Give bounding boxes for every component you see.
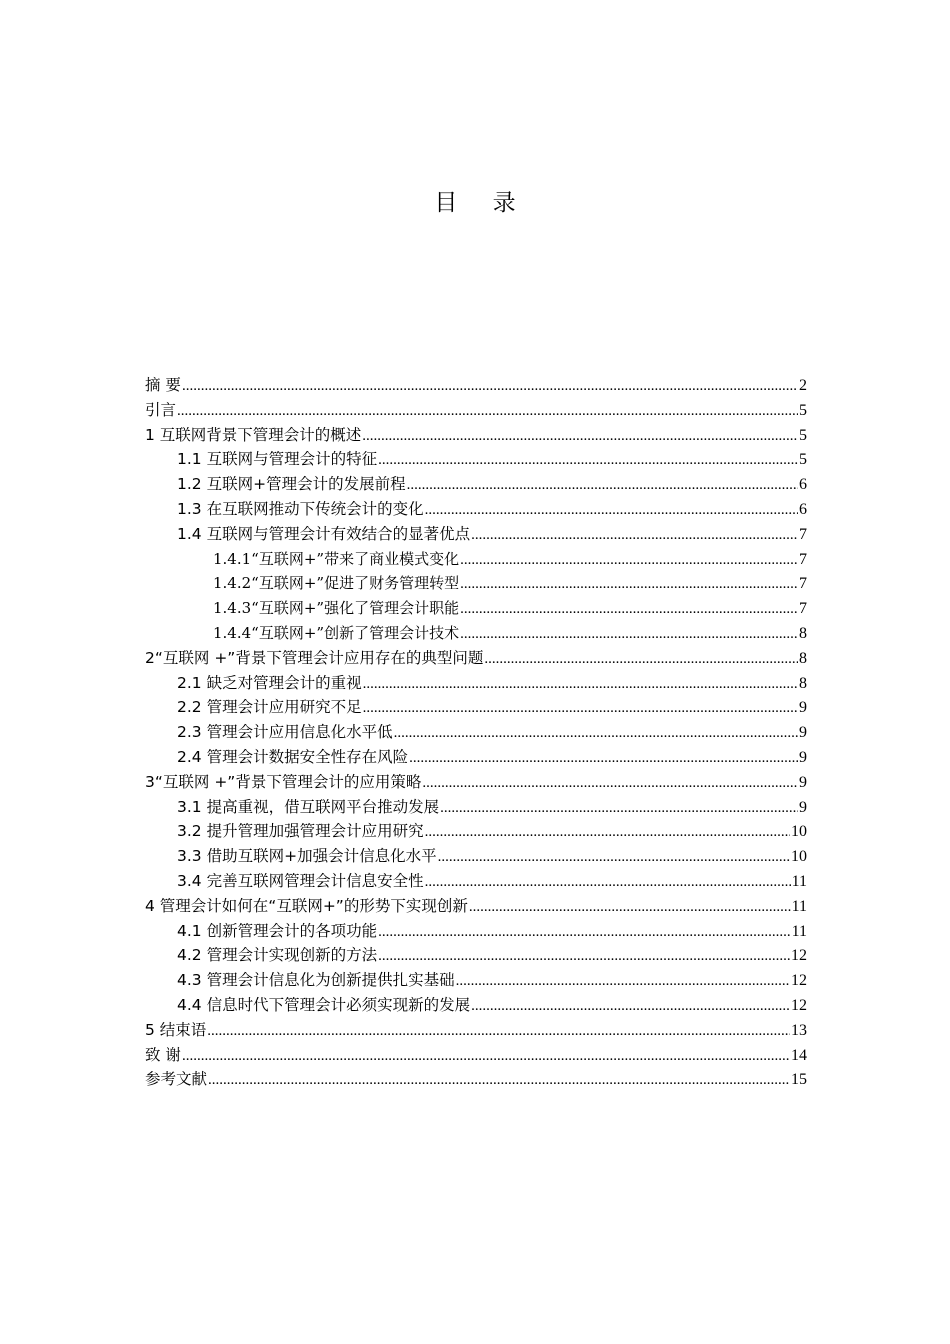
toc-entry-label: 3.3 借助互联网+加强会计信息化水平 <box>177 847 437 866</box>
toc-dot-leader <box>207 1018 790 1044</box>
toc-dot-leader <box>460 571 798 597</box>
toc-dot-leader <box>425 819 790 845</box>
toc-dot-leader <box>182 373 798 399</box>
toc-entry-label: 4.4 信息时代下管理会计必须实现新的发展 <box>177 995 471 1014</box>
toc-entry[interactable] <box>145 869 807 894</box>
toc-dot-leader <box>363 695 798 721</box>
toc-page-number: 11 <box>791 897 807 915</box>
toc-entry[interactable] <box>145 472 807 497</box>
toc-page-number: 9 <box>799 699 807 717</box>
toc-entry-label: 2.3 管理会计应用信息化水平低 <box>177 723 393 742</box>
toc-page-number: 11 <box>791 872 807 890</box>
toc-page-number: 13 <box>791 1021 807 1039</box>
toc-entry[interactable] <box>145 795 807 820</box>
toc-dot-leader <box>460 547 798 573</box>
toc-dot-leader <box>409 745 798 771</box>
toc-page-number: 8 <box>799 674 807 692</box>
toc-page-number: 8 <box>799 624 807 642</box>
toc-entry[interactable] <box>145 447 807 472</box>
toc-dot-leader <box>422 770 798 796</box>
toc-page-number: 10 <box>791 848 807 866</box>
toc-entry[interactable] <box>145 547 807 572</box>
toc-entry[interactable] <box>145 968 807 993</box>
toc-entry-label: 1.4.4“互联网+”创新了管理会计技术 <box>213 623 460 642</box>
toc-entry[interactable] <box>145 720 807 745</box>
toc-entry[interactable] <box>145 621 807 646</box>
toc-entry[interactable] <box>145 1043 807 1068</box>
toc-entry-label: 3“互联网 +”背景下管理会计的应用策略 <box>145 772 422 791</box>
toc-entry-label: 2.2 管理会计应用研究不足 <box>177 698 362 717</box>
toc-page-number: 15 <box>791 1071 807 1089</box>
toc-dot-leader <box>460 621 798 647</box>
toc-page-number: 10 <box>791 823 807 841</box>
toc-entry[interactable] <box>145 894 807 919</box>
toc-entry-label: 摘 要 <box>145 376 181 394</box>
toc-entry-label: 4 管理会计如何在“互联网+”的形势下实现创新 <box>145 896 468 915</box>
toc-entry[interactable] <box>145 695 807 720</box>
toc-page-number: 9 <box>799 748 807 766</box>
toc-entry-label: 1.2 互联网+管理会计的发展前程 <box>177 475 406 494</box>
toc-page-number: 6 <box>799 500 807 518</box>
toc-dot-leader <box>456 968 790 994</box>
toc-page-number: 9 <box>799 724 807 742</box>
toc-page-number: 11 <box>791 922 807 940</box>
toc-dot-leader <box>469 894 791 920</box>
toc-page-number: 5 <box>799 451 807 469</box>
toc-dot-leader <box>471 993 790 1019</box>
toc-entry-label: 4.1 创新管理会计的各项功能 <box>177 921 378 940</box>
toc-entry-label: 1.4 互联网与管理会计有效结合的显著优点 <box>177 524 471 543</box>
toc-page-number: 12 <box>791 996 807 1014</box>
toc-entry-label: 3.4 完善互联网管理会计信息安全性 <box>177 871 424 890</box>
toc-page-number: 8 <box>799 649 807 667</box>
toc-page-number: 2 <box>799 377 807 394</box>
toc-entry-label: 1 互联网背景下管理会计的概述 <box>145 425 362 444</box>
toc-dot-leader <box>407 472 798 498</box>
toc-dot-leader <box>425 497 798 523</box>
toc-entry[interactable] <box>145 745 807 770</box>
toc-entry-label: 2“互联网 +”背景下管理会计应用存在的典型问题 <box>145 648 484 667</box>
toc-page-number: 9 <box>799 798 807 816</box>
toc-page-number: 7 <box>799 600 807 618</box>
toc-dot-leader <box>208 1067 790 1093</box>
toc-dot-leader <box>460 596 798 622</box>
toc-page-number: 5 <box>799 401 807 419</box>
toc-entry[interactable] <box>145 596 807 621</box>
toc-entry[interactable] <box>145 919 807 944</box>
toc-entry[interactable] <box>145 373 807 398</box>
toc-entry-label: 参考文献 <box>145 1070 208 1089</box>
toc-entry[interactable] <box>145 571 807 596</box>
toc-entry-label: 致 谢 <box>145 1045 181 1064</box>
toc-entry-label: 1.4.2“互联网+”促进了财务管理转型 <box>213 574 460 593</box>
toc-dot-leader <box>363 671 798 697</box>
toc-dot-leader <box>438 844 790 870</box>
toc-entry-label: 3.2 提升管理加强管理会计应用研究 <box>177 822 424 841</box>
toc-page-number: 7 <box>799 550 807 568</box>
toc-page-number: 9 <box>799 773 807 791</box>
toc-dot-leader <box>378 447 798 473</box>
table-of-contents <box>145 373 807 1092</box>
toc-entry[interactable] <box>145 398 807 423</box>
toc-page-number: 7 <box>799 525 807 543</box>
toc-entry[interactable] <box>145 1067 807 1092</box>
toc-entry[interactable] <box>145 844 807 869</box>
toc-entry[interactable] <box>145 522 807 547</box>
toc-dot-leader <box>440 795 798 821</box>
toc-dot-leader <box>471 522 798 548</box>
page-title: 目 录 <box>434 190 530 216</box>
toc-entry-label: 5 结束语 <box>145 1020 207 1039</box>
toc-entry-label: 1.4.1“互联网+”带来了商业模式变化 <box>213 549 460 568</box>
toc-dot-leader <box>177 398 798 424</box>
toc-entry-label: 1.4.3“互联网+”强化了管理会计职能 <box>213 599 460 618</box>
toc-entry[interactable] <box>145 646 807 671</box>
toc-dot-leader <box>378 943 790 969</box>
toc-entry[interactable] <box>145 993 807 1018</box>
toc-page-number: 12 <box>791 972 807 990</box>
toc-entry-label: 3.1 提高重视，借互联网平台推动发展 <box>177 797 440 816</box>
toc-dot-leader <box>378 919 791 945</box>
toc-page-number: 6 <box>799 476 807 494</box>
toc-dot-leader <box>484 646 798 672</box>
toc-entry-label: 1.3 在互联网推动下传统会计的变化 <box>177 499 424 518</box>
toc-page-number: 14 <box>791 1046 807 1064</box>
toc-entry-label: 1.1 互联网与管理会计的特征 <box>177 450 378 469</box>
toc-entry[interactable] <box>145 671 807 696</box>
toc-page-number: 7 <box>799 575 807 593</box>
toc-entry-label: 引言 <box>145 400 177 419</box>
toc-dot-leader <box>362 423 798 449</box>
toc-dot-leader <box>182 1043 790 1069</box>
toc-entry[interactable] <box>145 770 807 795</box>
toc-entry[interactable] <box>145 819 807 844</box>
toc-entry-label: 2.1 缺乏对管理会计的重视 <box>177 673 362 692</box>
toc-entry-label: 2.4 管理会计数据安全性存在风险 <box>177 747 409 766</box>
toc-entry[interactable] <box>145 943 807 968</box>
toc-dot-leader <box>394 720 798 746</box>
toc-entry[interactable] <box>145 497 807 522</box>
toc-entry[interactable] <box>145 1018 807 1043</box>
toc-entry[interactable] <box>145 423 807 448</box>
toc-entry-label: 4.2 管理会计实现创新的方法 <box>177 946 378 965</box>
toc-entry-label: 4.3 管理会计信息化为创新提供扎实基础 <box>177 971 455 990</box>
toc-dot-leader <box>425 869 791 895</box>
toc-page-number: 5 <box>799 426 807 444</box>
toc-page-number: 12 <box>791 947 807 965</box>
